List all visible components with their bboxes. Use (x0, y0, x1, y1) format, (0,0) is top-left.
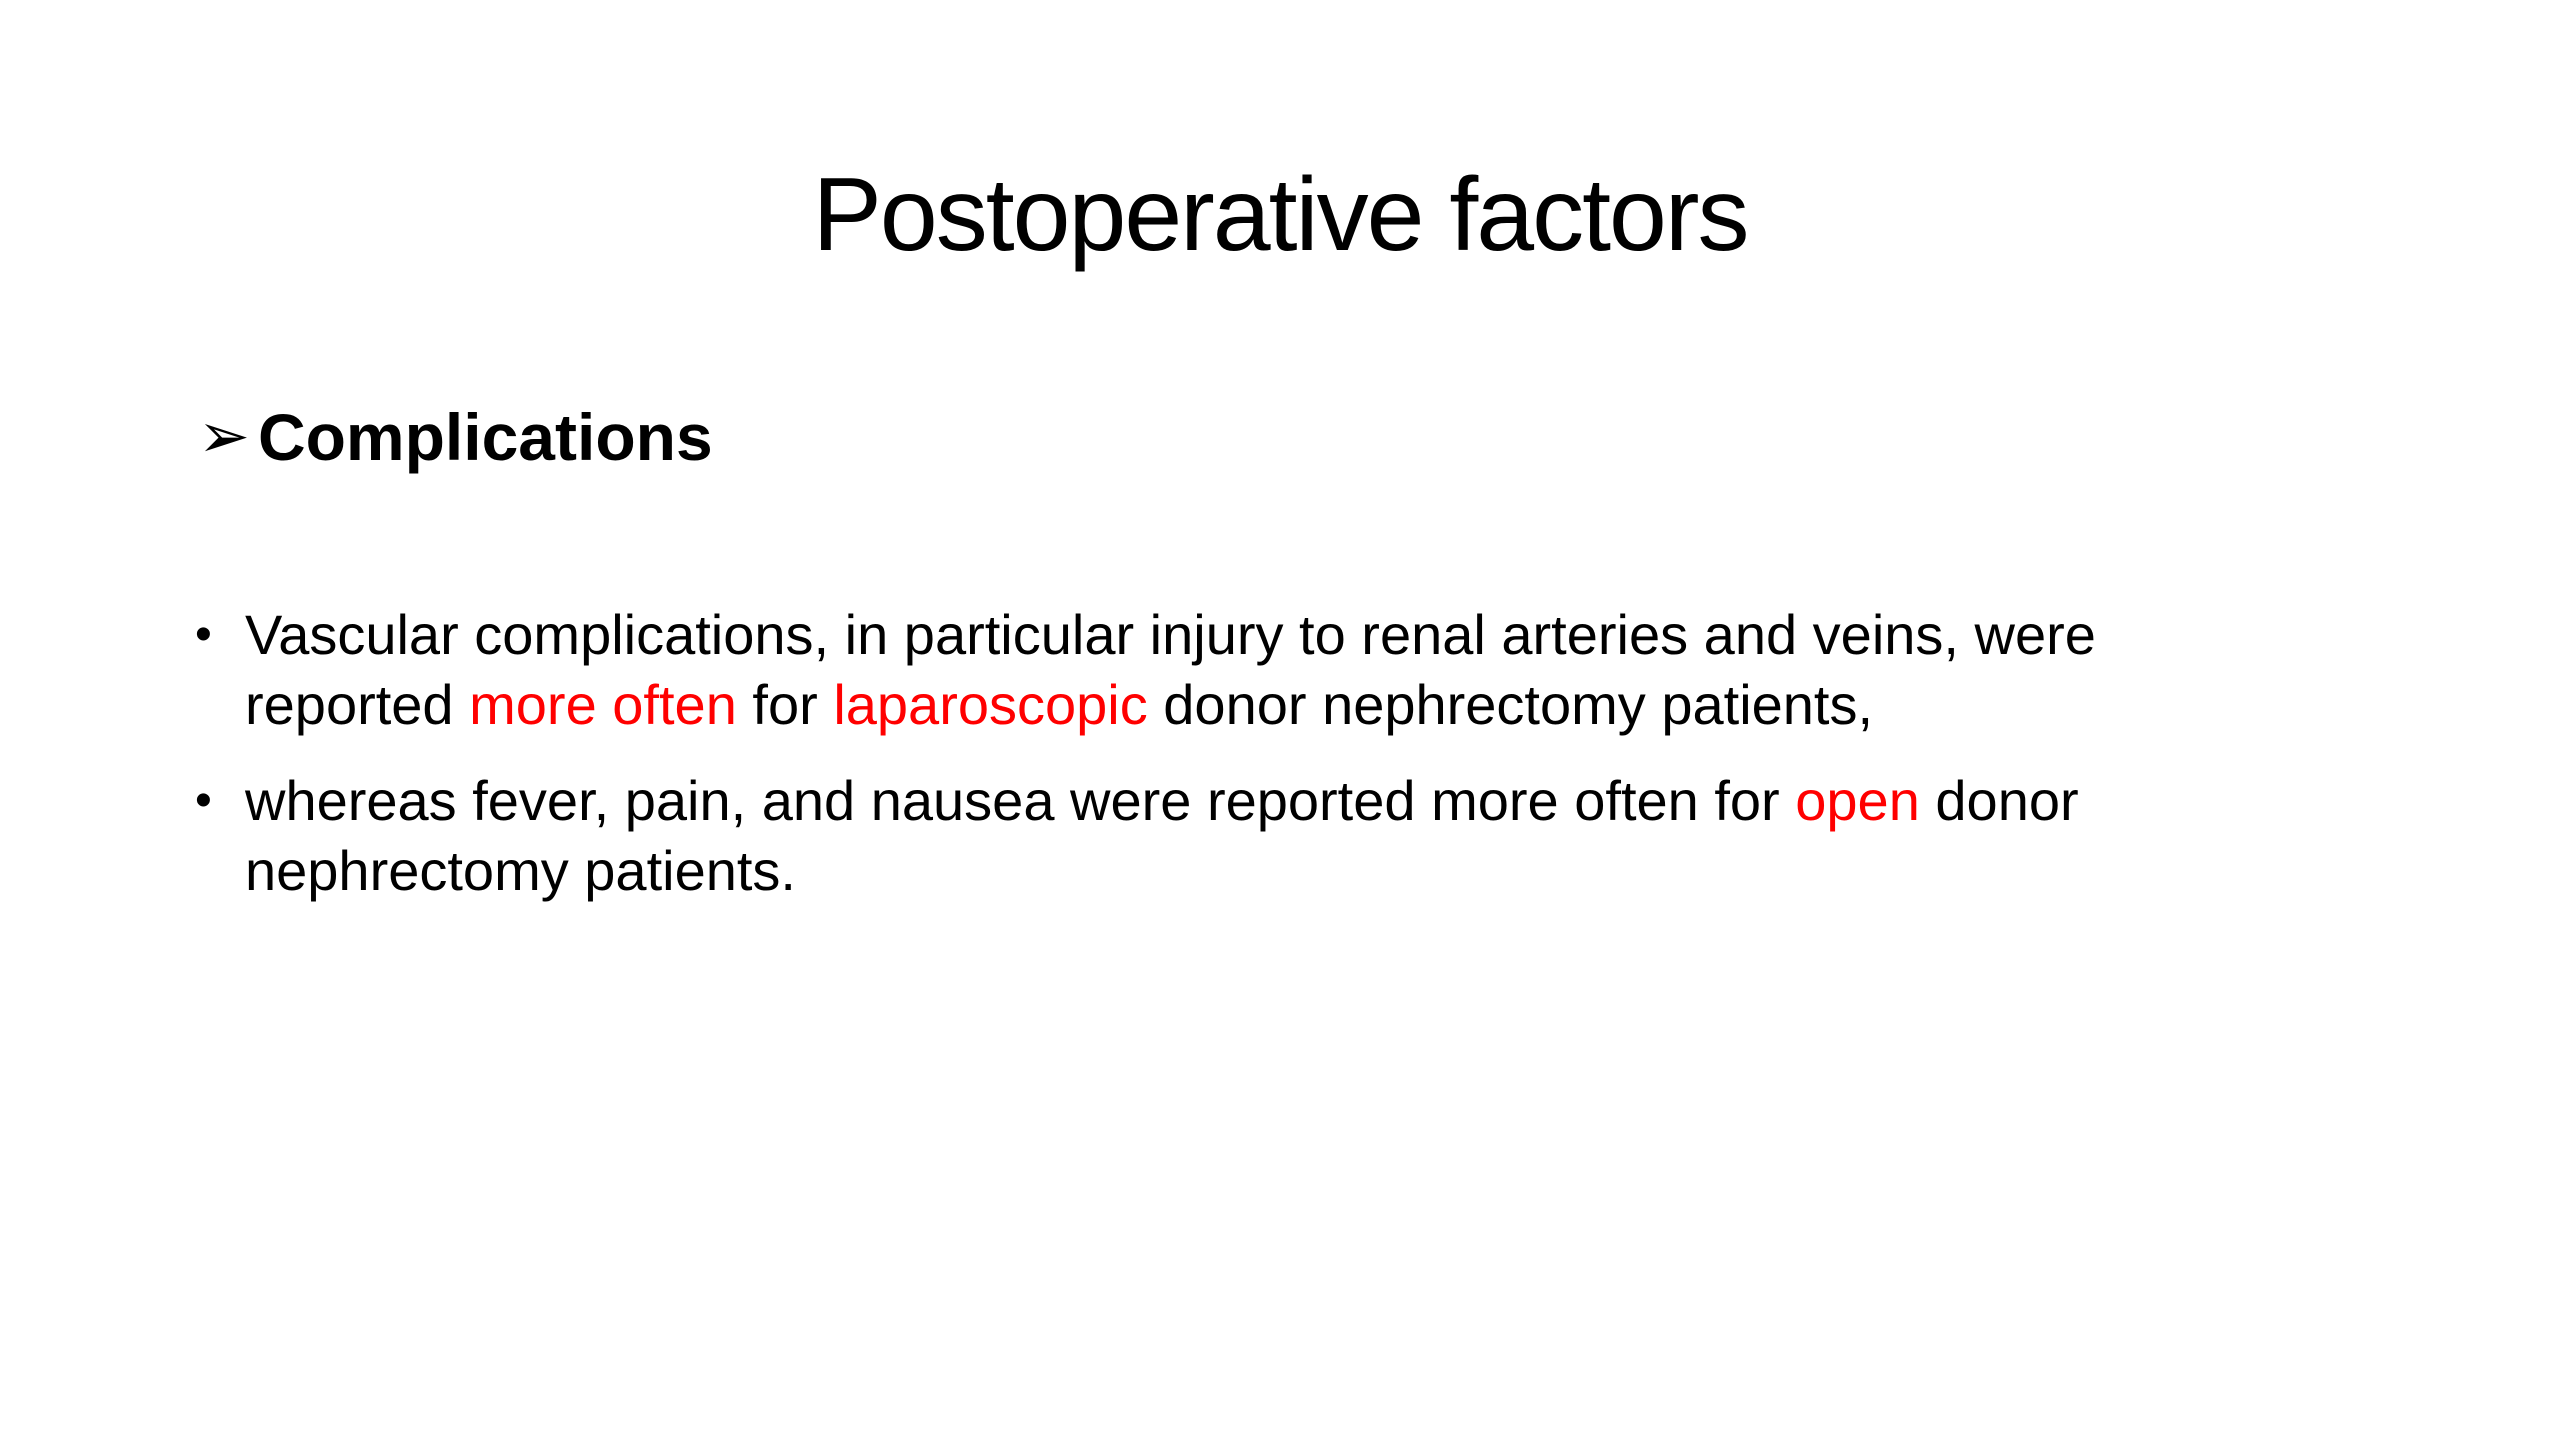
bullet-marker: • (195, 774, 212, 827)
slide-title: Postoperative factors (812, 157, 1748, 273)
bullet-text: whereas fever, pain, and nausea were reported more often for (245, 769, 1796, 832)
bullet-text: donor nephrectomy patients, (1147, 673, 1874, 736)
arrow-bullet-icon: ➢ (198, 402, 250, 471)
bullet-text: Vascular complications, in particular injury to renal arteries and veins, were reported (245, 603, 2096, 736)
highlight-text: more often (469, 673, 737, 736)
bullet-item (195, 766, 2295, 906)
bullet-marker: • (195, 608, 212, 661)
bullet-text: donor nephrectomy patients. (245, 769, 2079, 902)
bullet-list (195, 600, 2295, 932)
bullet-text: for (736, 673, 834, 736)
bullet-item (195, 600, 2295, 740)
section-heading (198, 392, 713, 482)
highlight-text: open (1795, 769, 1920, 832)
section-heading-label: Complications (257, 400, 713, 474)
highlight-text: laparoscopic (833, 673, 1148, 736)
